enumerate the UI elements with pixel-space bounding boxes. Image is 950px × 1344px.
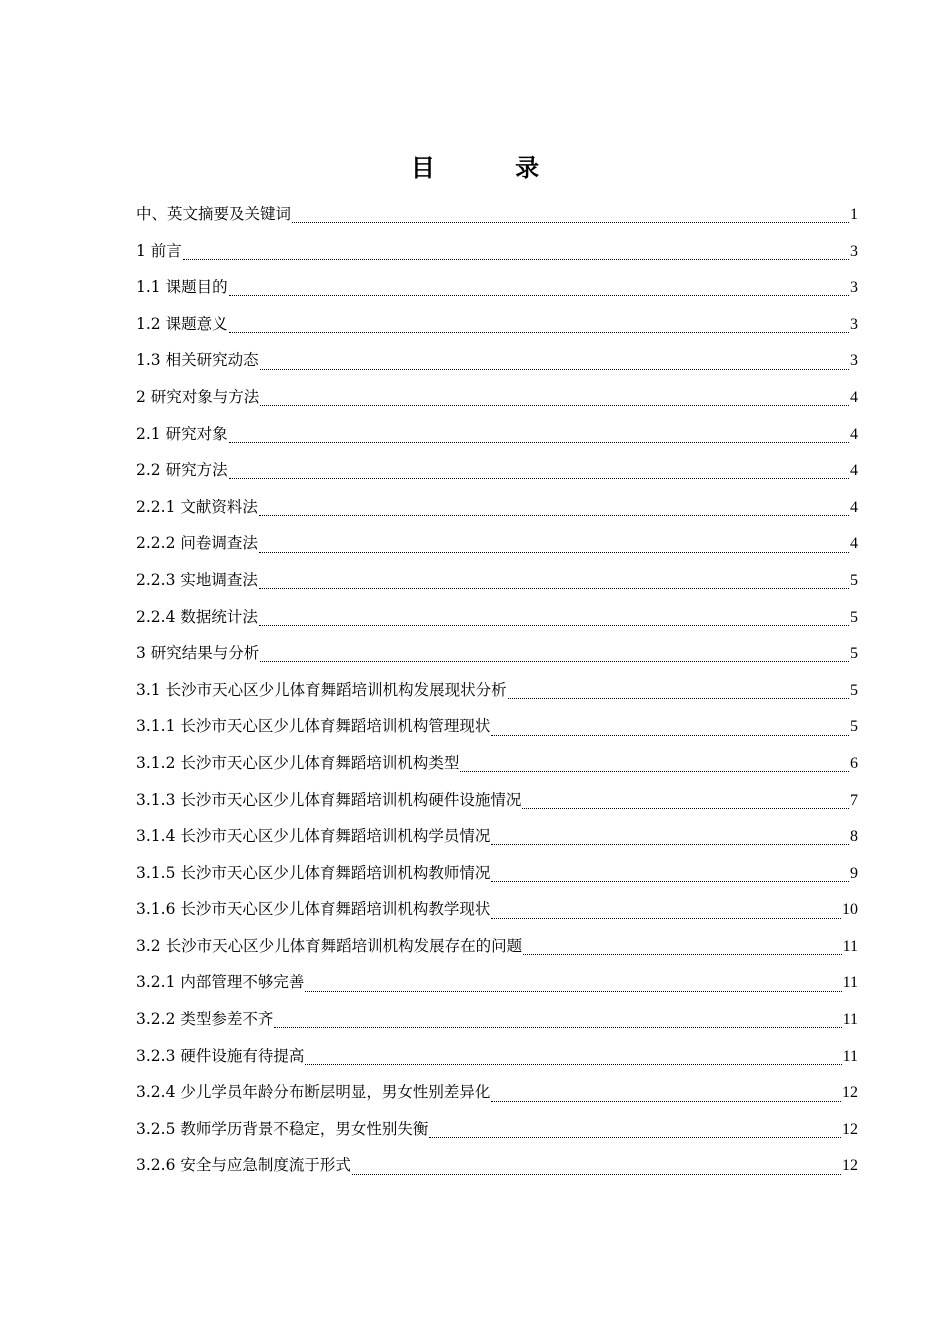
toc-entry[interactable] <box>136 708 858 745</box>
toc-leader-dots <box>229 331 849 333</box>
toc-leader-dots <box>352 1173 841 1175</box>
toc-entry-page-number: 4 <box>850 425 858 443</box>
toc-leader-dots <box>229 294 849 296</box>
toc-entry-label: 2.2.4 数据统计法 <box>136 607 258 626</box>
toc-entry-page-number: 1 <box>850 206 858 223</box>
toc-entry-page-number: 3 <box>850 279 858 297</box>
toc-entry-label: 3.2.5 教师学历背景不稳定，男女性别失衡 <box>136 1119 429 1138</box>
toc-entry-label: 1 前言 <box>136 241 182 260</box>
toc-leader-dots <box>429 1136 841 1138</box>
toc-entry-label: 3.2.2 类型参差不齐 <box>136 1010 274 1029</box>
toc-entry-page-number: 11 <box>842 1047 858 1065</box>
toc-entry-label: 3.1.4 长沙市天心区少儿体育舞蹈培训机构学员情况 <box>136 827 491 846</box>
toc-leader-dots <box>460 770 849 772</box>
toc-leader-dots <box>305 990 841 992</box>
toc-leader-dots <box>259 587 849 589</box>
toc-leader-dots <box>274 1026 841 1028</box>
toc-entry-label: 2.2 研究方法 <box>136 461 228 480</box>
toc-entry-page-number: 6 <box>850 754 858 772</box>
toc-leader-dots <box>259 551 849 553</box>
toc-leader-dots <box>523 953 842 955</box>
toc-entry[interactable] <box>136 818 858 855</box>
toc-entry[interactable] <box>136 635 858 672</box>
toc-entry[interactable] <box>136 928 858 965</box>
toc-entry[interactable] <box>136 525 858 562</box>
toc-entry-label: 1.2 课题意义 <box>136 314 228 333</box>
toc-leader-dots <box>259 624 849 626</box>
toc-leader-dots <box>292 221 849 223</box>
toc-entry-label: 3.2.1 内部管理不够完善 <box>136 973 305 992</box>
toc-entry-label: 2.1 研究对象 <box>136 424 228 443</box>
toc-entry[interactable] <box>136 964 858 1001</box>
toc-entry[interactable] <box>136 1038 858 1075</box>
toc-entry-page-number: 11 <box>842 974 858 992</box>
toc-entry[interactable] <box>136 745 858 782</box>
toc-entry[interactable] <box>136 379 858 416</box>
toc-leader-dots <box>183 258 849 260</box>
toc-entry-page-number: 3 <box>850 315 858 333</box>
toc-title: 目 录 <box>410 154 576 182</box>
toc-entry-page-number: 4 <box>850 535 858 553</box>
toc-leader-dots <box>260 660 849 662</box>
toc-leader-dots <box>522 807 849 809</box>
toc-entry-label: 3.1.1 长沙市天心区少儿体育舞蹈培训机构管理现状 <box>136 717 491 736</box>
toc-leader-dots <box>259 514 849 516</box>
toc-entry-page-number: 11 <box>842 937 858 955</box>
toc-entry-label: 2.2.1 文献资料法 <box>136 497 258 516</box>
toc-entry-page-number: 4 <box>850 462 858 480</box>
toc-entry[interactable] <box>136 1111 858 1148</box>
toc-entry[interactable] <box>136 782 858 819</box>
toc-entry-page-number: 11 <box>842 1011 858 1029</box>
toc-entry-label: 2.2.3 实地调查法 <box>136 570 258 589</box>
toc-entry-label: 1.1 课题目的 <box>136 278 228 297</box>
toc-leader-dots <box>260 368 849 370</box>
toc-entry-label: 3.2.6 安全与应急制度流于形式 <box>136 1156 351 1175</box>
toc-entry-page-number: 5 <box>850 608 858 626</box>
toc-entry[interactable] <box>136 196 858 233</box>
toc-entry-page-number: 3 <box>850 352 858 370</box>
toc-leader-dots <box>491 880 849 882</box>
toc-entry-page-number: 5 <box>850 645 858 663</box>
toc-entry[interactable] <box>136 1147 858 1184</box>
toc-entry-label: 3.1 长沙市天心区少儿体育舞蹈培训机构发展现状分析 <box>136 680 507 699</box>
toc-entry[interactable] <box>136 1001 858 1038</box>
toc-entry[interactable] <box>136 562 858 599</box>
toc-entry-label: 3.2 长沙市天心区少儿体育舞蹈培训机构发展存在的问题 <box>136 936 523 955</box>
toc-entry-page-number: 12 <box>842 1157 858 1175</box>
toc-entry-label: 1.3 相关研究动态 <box>136 351 259 370</box>
toc-entry-label: 2 研究对象与方法 <box>136 387 260 406</box>
toc-entry[interactable] <box>136 855 858 892</box>
toc-entry[interactable] <box>136 416 858 453</box>
toc-entry-page-number: 12 <box>842 1084 858 1102</box>
toc-leader-dots <box>305 1063 841 1065</box>
toc-entry[interactable] <box>136 599 858 636</box>
toc-entry[interactable] <box>136 269 858 306</box>
toc-leader-dots <box>491 917 841 919</box>
toc-entry[interactable] <box>136 233 858 270</box>
toc-entry-page-number: 5 <box>850 571 858 589</box>
toc-leader-dots <box>491 734 849 736</box>
toc-entry-page-number: 4 <box>850 498 858 516</box>
toc-entry-label: 中、英文摘要及关键词 <box>136 205 292 223</box>
table-of-contents <box>136 196 858 1184</box>
toc-entry[interactable] <box>136 342 858 379</box>
toc-entry-page-number: 3 <box>850 242 858 260</box>
toc-entry[interactable] <box>136 306 858 343</box>
toc-entry-page-number: 12 <box>842 1120 858 1138</box>
toc-entry[interactable] <box>136 891 858 928</box>
toc-entry-page-number: 8 <box>850 828 858 846</box>
toc-entry-page-number: 4 <box>850 388 858 406</box>
toc-entry-page-number: 7 <box>850 791 858 809</box>
toc-entry-page-number: 10 <box>842 901 858 919</box>
toc-leader-dots <box>229 441 849 443</box>
toc-entry-label: 3.2.3 硬件设施有待提高 <box>136 1046 305 1065</box>
toc-entry-page-number: 5 <box>850 681 858 699</box>
toc-entry-label: 3 研究结果与分析 <box>136 644 260 663</box>
toc-entry[interactable] <box>136 489 858 526</box>
toc-entry-label: 3.1.5 长沙市天心区少儿体育舞蹈培训机构教师情况 <box>136 863 491 882</box>
toc-entry[interactable] <box>136 1074 858 1111</box>
toc-leader-dots <box>229 477 849 479</box>
toc-leader-dots <box>260 404 849 406</box>
toc-entry-label: 3.1.6 长沙市天心区少儿体育舞蹈培训机构教学现状 <box>136 900 491 919</box>
toc-leader-dots <box>491 1100 841 1102</box>
toc-entry-label: 3.1.2 长沙市天心区少儿体育舞蹈培训机构类型 <box>136 753 460 772</box>
toc-entry[interactable] <box>136 672 858 709</box>
toc-entry-page-number: 5 <box>850 718 858 736</box>
toc-entry-label: 2.2.2 问卷调查法 <box>136 534 258 553</box>
toc-entry-label: 3.2.4 少儿学员年龄分布断层明显，男女性别差异化 <box>136 1083 491 1102</box>
toc-entry[interactable] <box>136 452 858 489</box>
toc-entry-label: 3.1.3 长沙市天心区少儿体育舞蹈培训机构硬件设施情况 <box>136 790 522 809</box>
toc-leader-dots <box>508 697 849 699</box>
toc-leader-dots <box>491 843 849 845</box>
toc-entry-page-number: 9 <box>850 864 858 882</box>
